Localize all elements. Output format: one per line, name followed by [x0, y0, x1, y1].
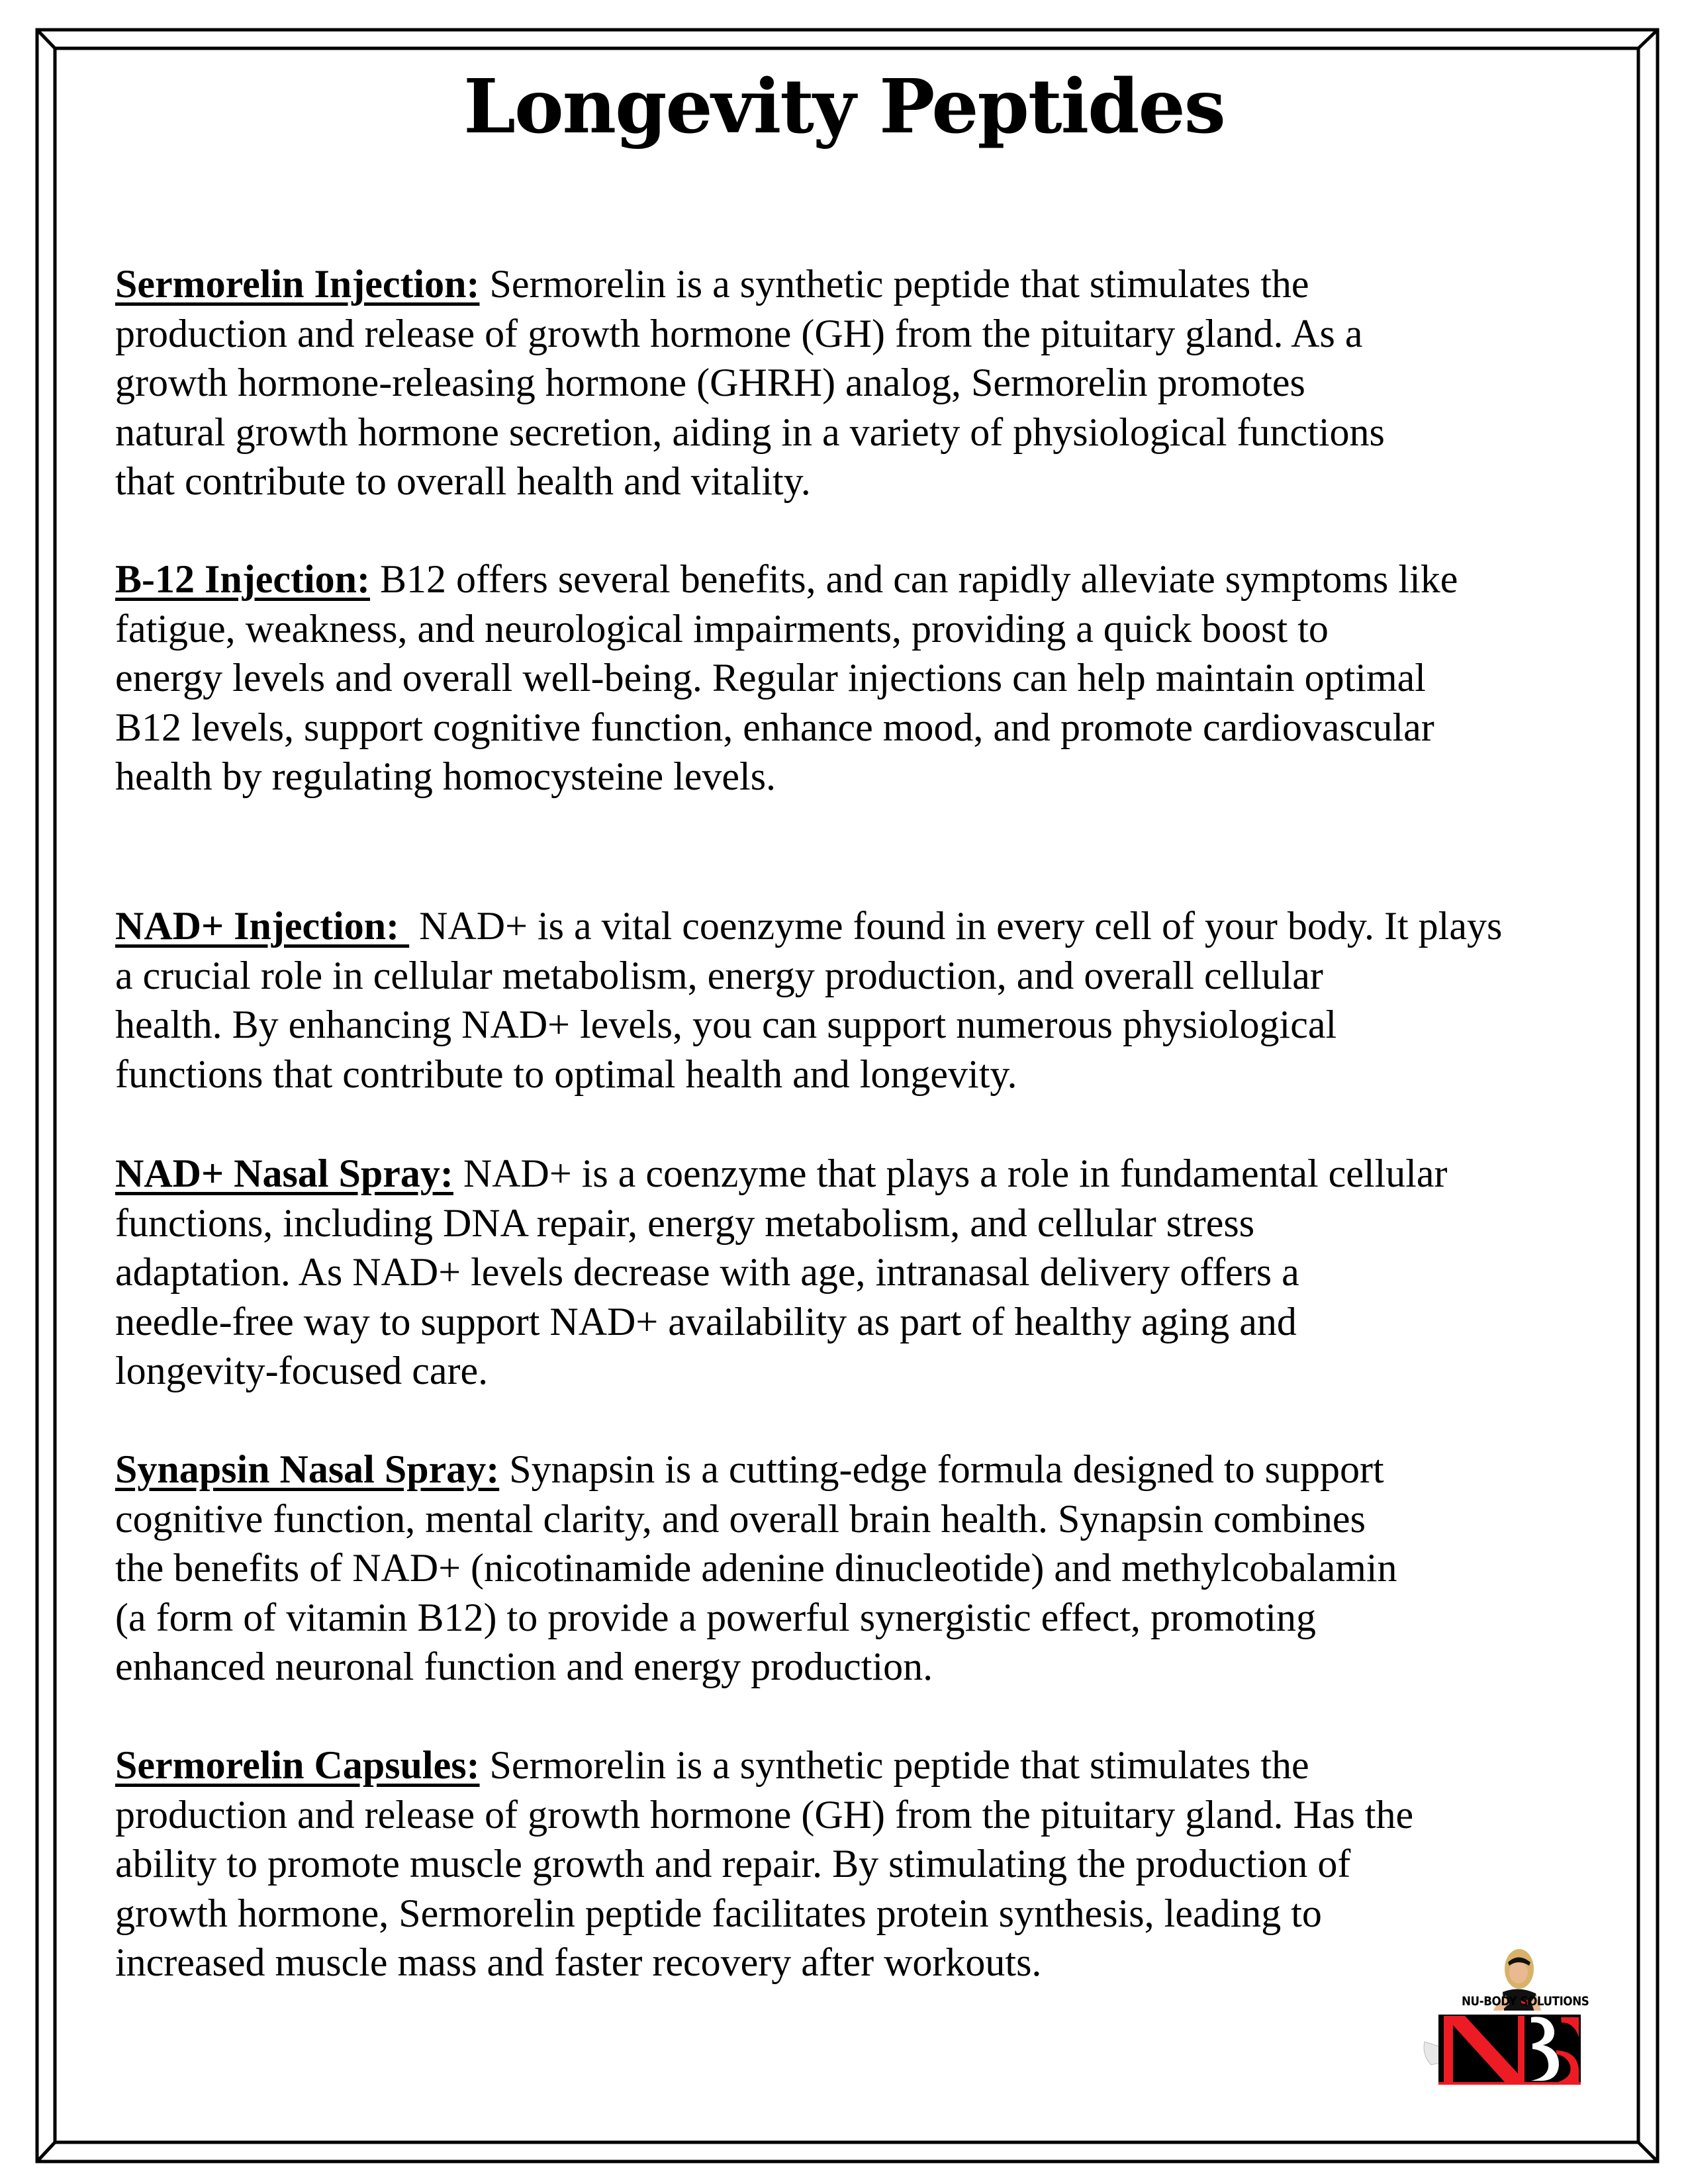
section-heading: Sermorelin Injection: — [115, 262, 480, 306]
corner-bevel-top-left — [37, 30, 55, 48]
section-nad-nasal-spray — [115, 1149, 1631, 1396]
section-line: enhanced neuronal function and energy production. — [115, 1645, 933, 1688]
section-heading: NAD+ Nasal Spray: — [115, 1152, 453, 1195]
section-text: B12 offers several benefits, and can rapidly alleviate symptoms like — [369, 557, 1458, 601]
logo-brand-text: NU-BODY SOLUTIONS — [1462, 1994, 1589, 2009]
section-line — [115, 1741, 1631, 1790]
brand-logo — [1410, 1933, 1609, 2138]
page-title: Longevity Peptides — [463, 64, 1225, 150]
section-line: increased muscle mass and faster recovery after workouts. — [115, 1940, 1042, 1984]
section-heading: Sermorelin Capsules: — [115, 1743, 480, 1787]
section-line: functions, including DNA repair, energy metabolism, and cellular stress — [115, 1201, 1255, 1245]
section-text: NAD+ is a vital coenzyme found in every cell of your body. It plays — [409, 904, 1503, 948]
section-line: functions that contribute to optimal health and longevity. — [115, 1052, 1017, 1096]
section-text: NAD+ is a coenzyme that plays a role in fundamental cellular — [453, 1152, 1448, 1195]
section-line: growth hormone, Sermorelin peptide facilitates protein synthesis, leading to — [115, 1891, 1322, 1935]
section-line: longevity-focused care. — [115, 1349, 489, 1392]
section-line: the benefits of NAD+ (nicotinamide adenine dinucleotide) and methylcobalamin — [115, 1546, 1397, 1590]
section-line: natural growth hormone secretion, aiding in a variety of physiological functions — [115, 410, 1385, 454]
section-line: production and release of growth hormone (GH) from the pituitary gland. Has the — [115, 1792, 1414, 1837]
section-text: Sermorelin is a synthetic peptide that stimulates the — [479, 262, 1309, 306]
section-line — [115, 901, 1631, 951]
section-b12-injection — [115, 555, 1631, 801]
section-nad-injection — [115, 901, 1631, 1099]
section-line: growth hormone-releasing hormone (GHRH) analog, Sermorelin promotes — [115, 361, 1305, 404]
section-line: fatigue, weakness, and neurological impairments, providing a quick boost to — [115, 606, 1329, 651]
section-line: a crucial role in cellular metabolism, energy production, and overall cellular — [115, 953, 1323, 997]
logo-monogram-icon — [1438, 2011, 1581, 2085]
section-line — [115, 1149, 1631, 1199]
section-line — [115, 1445, 1631, 1494]
section-line: health by regulating homocysteine levels. — [115, 754, 776, 798]
corner-bevel-bottom-left — [37, 2142, 55, 2161]
section-line — [115, 259, 1631, 309]
corner-bevel-top-right — [1638, 30, 1658, 48]
section-line: needle-free way to support NAD+ availability as part of healthy aging and — [115, 1299, 1297, 1343]
section-line: energy levels and overall well-being. Regular injections can help maintain optimal — [115, 656, 1426, 700]
section-line: that contribute to overall health and vitality. — [115, 459, 811, 503]
section-sermorelin-capsules — [115, 1741, 1631, 1987]
section-text: Sermorelin is a synthetic peptide that stimulates the — [479, 1743, 1309, 1787]
section-heading: NAD+ Injection: — [115, 904, 410, 948]
section-line: health. By enhancing NAD+ levels, you can support numerous physiological — [115, 1003, 1337, 1046]
section-line — [115, 555, 1631, 604]
section-sermorelin-injection — [115, 259, 1631, 506]
section-line: cognitive function, mental clarity, and overall brain health. Synapsin combines — [115, 1496, 1366, 1541]
section-heading: Synapsin Nasal Spray: — [115, 1447, 500, 1491]
section-line: ability to promote muscle growth and repair. By stimulating the production of — [115, 1842, 1351, 1886]
section-line: (a form of vitamin B12) to provide a powerful synergistic effect, promoting — [115, 1595, 1317, 1639]
section-line: production and release of growth hormone (GH) from the pituitary gland. As a — [115, 311, 1363, 355]
section-synapsin-nasal-spray — [115, 1445, 1631, 1692]
section-text: Synapsin is a cutting-edge formula designed to support — [499, 1447, 1384, 1491]
section-line: adaptation. As NAD+ levels decrease with age, intranasal delivery offers a — [115, 1250, 1299, 1294]
section-heading: B-12 Injection: — [115, 557, 370, 601]
section-line: B12 levels, support cognitive function, enhance mood, and promote cardiovascular — [115, 705, 1434, 749]
corner-bevel-bottom-right — [1638, 2142, 1658, 2161]
